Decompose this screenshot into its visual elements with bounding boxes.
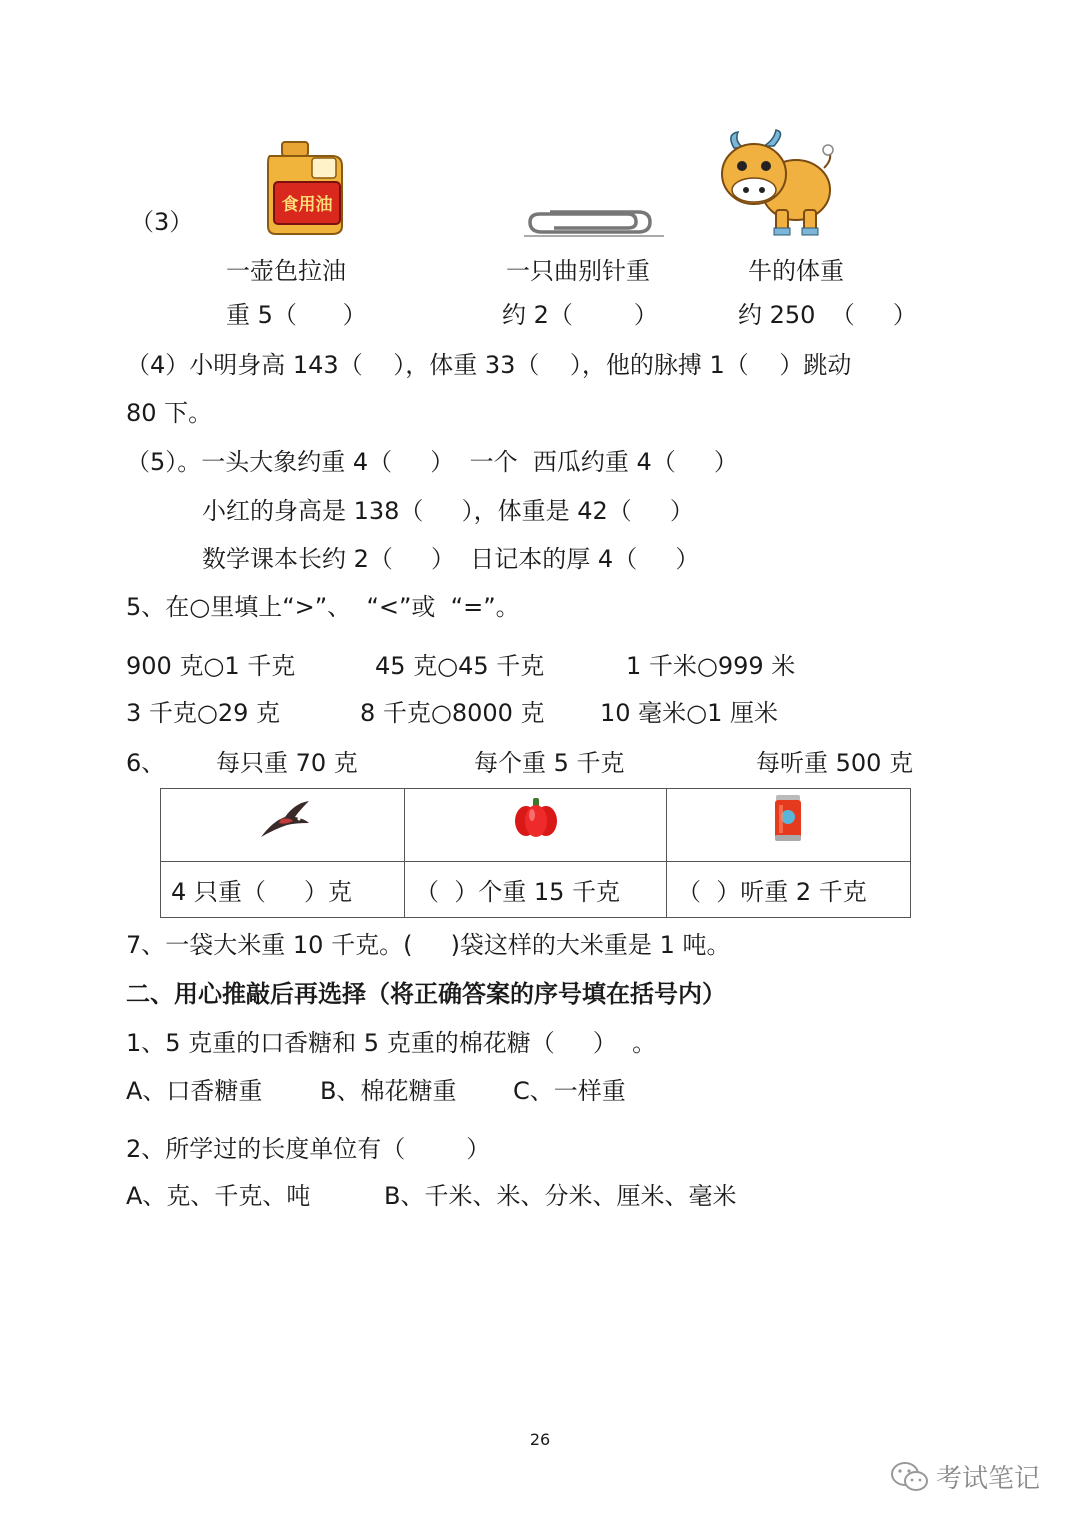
q6-header-pumpkin: 每个重 5 千克 [474, 749, 625, 777]
q6-header-can: 每听重 500 克 [756, 749, 914, 777]
q6-cell-can-image [667, 789, 911, 862]
bird-icon [259, 799, 311, 839]
oil-line1: 一壶色拉油 [226, 257, 346, 285]
oil-bottle-icon [262, 140, 348, 236]
q4-line1: （4）小明身高 143（ ），体重 33（ ），他的脉搏 1（ ）跳动 [126, 351, 852, 379]
q6-header-bird: 每只重 70 克 [216, 749, 358, 777]
oil-line2: 重 5（ ） [226, 301, 367, 329]
q6-cell-bird-answer: 4 只重（ ）克 [161, 862, 405, 918]
q6-cell-can-answer: （ ）听重 2 千克 [667, 862, 911, 918]
q6-label: 6、 [126, 749, 166, 777]
q6-table [160, 788, 911, 918]
pumpkin-icon [513, 797, 559, 839]
q6-cell-pumpkin-answer: （ ）个重 15 千克 [405, 862, 667, 918]
q5-r2-c3: 10 毫米○1 厘米 [600, 699, 779, 727]
s2-q1-opt-c: C、一样重 [513, 1077, 626, 1105]
watermark: 考试笔记 [936, 1464, 1041, 1494]
q5sub-line3: 数学课本长约 2（ ） 日记本的厚 4（ ） [202, 545, 700, 573]
page-number: 26 [529, 1430, 551, 1449]
s2-q2: 2、所学过的长度单位有（ ） [126, 1135, 491, 1163]
q5-r2-c1: 3 千克○29 克 [126, 699, 281, 727]
paper-clip-icon [520, 206, 666, 238]
s2-q1-opt-a: A、口香糖重 [126, 1077, 263, 1105]
clip-line2: 约 2（ ） [502, 301, 658, 329]
clip-line1: 一只曲别针重 [506, 257, 650, 285]
q4-line2: 80 下。 [126, 399, 213, 427]
cow-line1: 牛的体重 [748, 257, 844, 285]
s2-q2-opt-a: A、克、千克、吨 [126, 1182, 311, 1210]
q5-r1-c1: 900 克○1 千克 [126, 652, 296, 680]
q6-cell-pumpkin-image [405, 789, 667, 862]
s2-q1: 1、5 克重的口香糖和 5 克重的棉花糖（ ） 。 [126, 1029, 657, 1057]
s2-q2-opt-b: B、千米、米、分米、厘米、毫米 [384, 1182, 737, 1210]
q6-cell-bird-image [161, 789, 405, 862]
q5sub-line1: （5）。一头大象约重 4（ ） 一个 西瓜约重 4（ ） [126, 448, 738, 476]
q7-text: 7、一袋大米重 10 千克。( )袋这样的大米重是 1 吨。 [126, 931, 731, 959]
cow-icon [716, 128, 840, 238]
cow-line2: 约 250 （ ） [738, 301, 917, 329]
section2-title: 二、用心推敲后再选择（将正确答案的序号填在括号内） [126, 980, 726, 1008]
q5-r2-c2: 8 千克○8000 克 [360, 699, 545, 727]
q5-r1-c3: 1 千米○999 米 [626, 652, 796, 680]
oil-label-text: 食用油 [281, 195, 333, 215]
q5-r1-c2: 45 克○45 千克 [375, 652, 545, 680]
q3-label: （3） [130, 208, 194, 236]
q5sub-line2: 小红的身高是 138（ ），体重是 42（ ） [202, 497, 694, 525]
soda-can-icon [773, 793, 803, 843]
q5-title: 5、在○里填上“>”、 “<”或 “=”。 [126, 593, 520, 621]
wechat-icon [890, 1460, 930, 1494]
s2-q1-opt-b: B、棉花糖重 [320, 1077, 457, 1105]
